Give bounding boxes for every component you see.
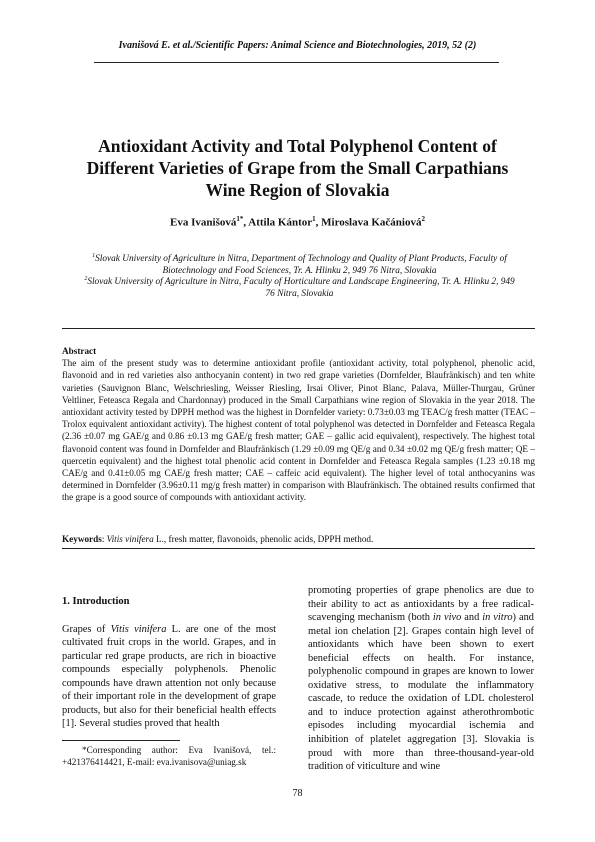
title-line-3: Wine Region of Slovakia: [205, 180, 390, 200]
corresponding-author-footnote: *Corresponding author: Eva Ivanišová, tel.: +421376414421, E-mail: eva.ivanisova@uniag.sk: [62, 745, 276, 767]
intro-right-text-b: and: [461, 612, 483, 624]
intro-right-text-c: ) and metal ion chelation [2]. Grapes contain high level of antioxidants which have been shown to exert beneficial effects on health. For instance, polyphenolic compound in grapes are known to lower oxidative stress, to modulate the inflammatory cascade, to reduce the oxidation of LDL cholesterol and to induce protection against atherothrombotic episodes including myocardial ischemia and inhibition of platelet aggregation [3]. Slovakia is proud with more than three-thousand-year-old tradition of viticulture and wine: [308, 612, 534, 773]
author-1-sup: 1*: [236, 215, 244, 223]
keywords-rest: L., fresh matter, flavonoids, phenolic acids, DPPH method.: [153, 534, 374, 544]
header-rule: [94, 62, 499, 63]
intro-right-column: [308, 584, 534, 774]
intro-p1-italic: Vitis vinifera: [110, 623, 167, 635]
author-2-sup: 1: [312, 215, 316, 223]
abstract-top-rule: [62, 328, 535, 329]
keywords-separator: :: [101, 534, 107, 544]
keywords-italic: Vitis vinifera: [106, 534, 154, 544]
author-1: Eva Ivanišová: [170, 216, 237, 229]
abstract-body: The aim of the present study was to determine antioxidant profile (antioxidant activity, total polyphenol, phenolic acid, flavonoid and in red varieties also anthocyanin content) in two red grape varieties (Dornfelder, Blaufränkisch) and ten white varieties (Sauvignon Blanc, Welschriesling, Weisser Riesling, Irsai Oliver, Pinot Blanc, Palava, Müller-Thurgau, Grüner Veltliner, Feteasca Regala and Chardonnay) produced in the Small Carpathians wine region of Slovakia in the year 2018. The antioxidant activity tested by DPPH method was the highest in Dornfelder variety: 0.73±0.03 mg TEAC/g fresh matter (TEAC – Trolox equivalent antioxidant activity). The highest content of total polyphenol was detected in Dornfelder and Feteasca Regala (2.36 ±0.07 mg GAE/g and 0.86 ±0.13 mg GAE/g fresh matter; GAE – gallic acid equivalent), respectively. The highest total flavonoid content was found in Dornfelder and Blaufränkisch (1.29 ±0.09 mg QE/g and 0.34 ±0.02 mg QE/g fresh matter; QE – quercetin equivalent) and the highest total phenolic acid content in Dornfelder and Feteasca Regala samples (1.23 ±0.18 mg CAE/g and 0.41±0.05 mg CAE/g fresh matter; CAE – caffeic acid equivalent). The higher level of total anthocyanins was determined in Dornfelder (3.96±0.11 mg/g fresh matter) in comparison with Blaufränkisch. The obtained results confirmed that the grape is a good source of compounds with antioxidant activity.: [62, 358, 535, 503]
title-line-2: Different Varieties of Grape from the Small Carpathians: [86, 158, 509, 178]
paper-title: [60, 135, 535, 201]
running-header-journal: /Scientific Papers: Animal Science and Biotechnologies, 2019, 52 (2): [192, 40, 477, 51]
section-heading-introduction: 1. Introduction: [62, 596, 130, 607]
title-line-1: Antioxidant Activity and Total Polyphenol Content of: [98, 136, 497, 156]
running-header: [0, 40, 595, 51]
footnote-rule: [62, 740, 180, 741]
intro-right-italic-1: in vivo: [432, 612, 462, 624]
page-number: 78: [292, 788, 303, 799]
affiliation-2-line-1: Slovak University of Agriculture in Nitra, Faculty of Horticulture and Landscape Engineering, Tr. A. Hlinku 2, 949: [87, 277, 515, 288]
affiliation-2-sup: 2: [84, 276, 88, 282]
intro-left-column: [62, 595, 276, 731]
affiliation-1-sup: 1: [92, 253, 96, 259]
author-3: , Miroslava Kačániová: [315, 216, 422, 229]
intro-right-text-a: promoting properties of grape phenolics are due to their ability to act as antioxidants by a free radical-scavenging mechanism (both: [308, 585, 534, 624]
running-header-authors: Ivanišová E. et al.: [118, 40, 193, 51]
abstract-heading: Abstract: [62, 346, 97, 356]
keywords: [62, 534, 535, 544]
keywords-label: Keywords: [62, 534, 102, 544]
author-list: [0, 215, 595, 229]
affiliation-1-line-2: Biotechnology and Food Sciences, Tr. A. Hlinku 2, 949 76 Nitra, Slovakia: [162, 266, 437, 277]
intro-p1-text-b: L. are one of the most cultivated fruit crops in the world. Grapes, and in particular red grape products, are rich in bioactive compounds especially polyphenols. Phenolic compounds have drawn attention not only because of their important role in the development of grape products, but also for their beneficial health effects [1]. Several studies proved that health: [62, 623, 277, 730]
abstract-bottom-rule: [62, 548, 535, 549]
affiliation-1-line-1: Slovak University of Agriculture in Nitra, Department of Technology and Quality of Plant Products, Faculty of: [95, 254, 507, 265]
intro-p1-text-a: Grapes of: [62, 623, 111, 635]
affiliation-2-line-2: 76 Nitra, Slovakia: [265, 289, 334, 300]
author-3-sup: 2: [421, 215, 425, 223]
abstract: [62, 345, 535, 504]
intro-paragraph-1: [62, 623, 276, 731]
author-2: , Attila Kántor: [243, 216, 313, 229]
affiliation-2: [62, 273, 537, 301]
intro-right-italic-2: in vitro: [482, 612, 513, 624]
